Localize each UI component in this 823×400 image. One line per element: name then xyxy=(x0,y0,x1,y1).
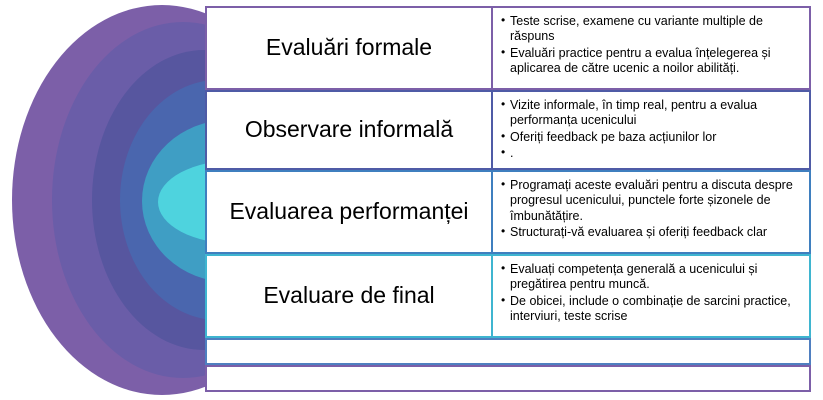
bullet-item: • Structurați-vă evaluarea și oferiți feedback clar xyxy=(501,225,803,240)
row-title: Evaluare de final xyxy=(207,256,493,336)
row-body xyxy=(493,92,809,168)
bullet-item: • Evaluați competența generală a ucenicului și pregătirea pentru muncă. xyxy=(501,262,803,293)
bullet-item: • De obicei, include o combinație de sarcini practice, interviuri, teste scrise xyxy=(501,294,803,325)
bullet-list xyxy=(501,178,803,240)
bullet-item: • Evaluări practice pentru a evalua înțelegerea și aplicarea de către ucenic a noilor abilități. xyxy=(501,46,803,77)
row-evaluare-de-final xyxy=(205,254,811,338)
row-evaluarea-performantei xyxy=(205,170,811,254)
bullet-item: • Vizite informale, în timp real, pentru a evalua performanța ucenicului xyxy=(501,98,803,129)
row-title: Evaluări formale xyxy=(207,8,493,88)
bullet-item: • . xyxy=(501,146,803,161)
row-body xyxy=(493,8,809,88)
bullet-item: • Programați aceste evaluări pentru a discuta despre progresul ucenicului, punctele forte șizonele de îmbunătățire. xyxy=(501,178,803,224)
bullet-list xyxy=(501,14,803,76)
bullet-list xyxy=(501,98,803,161)
row-evaluari-formale xyxy=(205,6,811,90)
spacer-row-1 xyxy=(205,338,811,365)
row-observare-informala xyxy=(205,90,811,170)
bullet-list xyxy=(501,262,803,324)
bullet-item: • Teste scrise, examene cu variante multiple de răspuns xyxy=(501,14,803,45)
row-title: Observare informală xyxy=(207,92,493,168)
row-title: Evaluarea performanței xyxy=(207,172,493,252)
bullet-item: • Oferiți feedback pe baza acțiunilor lor xyxy=(501,130,803,145)
spacer-row-2 xyxy=(205,365,811,392)
row-body xyxy=(493,256,809,336)
row-body xyxy=(493,172,809,252)
